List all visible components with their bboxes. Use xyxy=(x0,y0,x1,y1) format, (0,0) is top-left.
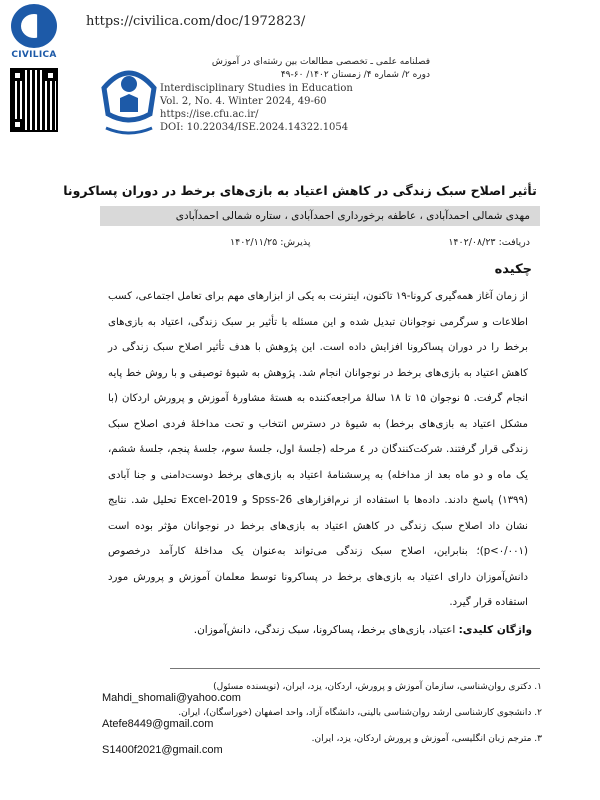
footnote-email[interactable]: Mahdi_shomali@yahoo.com xyxy=(102,692,241,704)
journal-doi[interactable]: DOI: 10.22034/ISE.2024.14322.1054 xyxy=(160,122,349,133)
footnote-1 xyxy=(102,682,542,704)
journal-header xyxy=(160,56,430,134)
keywords-label: واژگان کلیدی: xyxy=(458,624,532,636)
received-date: دریافت: ۱۴۰۲/۰۸/۲۳ xyxy=(448,237,530,248)
article-title: تأثیر اصلاح سبک زندگی در کاهش اعتیاد به بازی‌های برخط در دوران پساکرونا xyxy=(63,183,537,198)
journal-issue-fa: دوره ۲/ شماره ۴/ زمستان ۱۴۰۲/ ۶۰-۴۹ xyxy=(280,70,430,80)
keywords xyxy=(92,624,532,636)
article-authors: مهدی شمالی احمدآبادی ، عاطفه برخورداری احمدآبادی ، ستاره شمالی احمدآبادی xyxy=(100,206,540,226)
footnote-text: ۱. دکتری روان‌شناسی، سازمان آموزش و پرورش، اردکان، یزد، ایران، (نویسنده مسئول) xyxy=(213,682,542,692)
abstract-text: از زمان آغاز همه‌گیری کرونا-۱۹ تاکنون، اینترنت به یکی از ابزارهای مهم برای تعامل اجتماعی، کسب اطلاعات و سرگرمی نوجوانان تبدیل شده و این مسئله با تأثیر بر سبک زندگی، اعتیاد به بازی‌های برخط را در دوران پساکرونا افزایش داده است. این پژوهش با هدف تأثیر اصلاح سبک زندگی در کاهش اعتیاد به بازی‌های برخط در نوجوانان انجام شد. پژوهش به شیوۀ توصیفی و با روش خط پایه انجام گرفت. ۵ نوجوان ۱۵ تا ۱۸ سالۀ مراجعه‌کننده به هستۀ مشاورۀ آموزش و پرورش اردکان (با مشکل اعتیاد به بازی‌های برخط) به شیوۀ در دسترس انتخاب و تحت مداخلۀ فردی اصلاح سبک زندگی قرار گرفتند. شرکت‌کنندگان در ٤ مرحله (جلسۀ اول، جلسۀ سوم، جلسۀ پنجم، جلسۀ ششم، یک ماه و دو ماه بعد از مداخله) به پرسشنامۀ اعتیاد به بازی‌های برخط دوست‌دامنی و جنا آبادی (۱۳۹۹) پاسخ دادند. داده‌ها با استفاده از نرم‌افزارهای Spss-26 و Excel-2019 تحلیل شد. نتایج نشان داد اصلاح سبک زندگی در کاهش اعتیاد به بازی‌های برخط در نوجوانان مؤثر بوده است (p<۰/۰۰۱)؛ بنابراین، اصلاح سبک زندگی می‌تواند به‌عنوان یک مداخلۀ کارآمد درخصوص دانش‌آموزان دارای اعتیاد به بازی‌های برخط در پساکرونا توسط معلمان آموزش و پرورش مورد استفاده قرار گیرد. xyxy=(108,291,529,608)
journal-title-fa: فصلنامه علمی ـ تخصصی مطالعات بین رشته‌ای در آموزش xyxy=(211,57,430,67)
footnote-email[interactable]: Atefe8449@gmail.com xyxy=(102,718,214,730)
article-dates xyxy=(230,237,530,248)
civilica-logo-icon xyxy=(11,4,57,48)
journal-issue-en: Vol. 2, No. 4. Winter 2024, 49-60 xyxy=(160,96,327,107)
footnote-text: ۲. دانشجوی کارشناسی ارشد روان‌شناسی بالینی، دانشگاه آزاد، واحد اصفهان (خوراسگان)، ایران. xyxy=(178,708,542,718)
journal-site-link[interactable]: https://ise.cfu.ac.ir/ xyxy=(160,109,259,120)
footnote-2 xyxy=(102,708,542,730)
abstract-heading: چکیده xyxy=(494,262,532,277)
accepted-date: پذیرش: ۱۴۰۲/۱۱/۲۵ xyxy=(230,237,311,248)
keywords-list: اعتیاد، بازی‌های برخط، پساکرونا، سبک زندگی، دانش‌آموزان. xyxy=(193,624,456,636)
footnote-email[interactable]: S1400f2021@gmail.com xyxy=(102,744,223,756)
qr-code-icon xyxy=(10,68,58,132)
civilica-logo-text: CIVILICA xyxy=(11,50,57,60)
document-url[interactable]: https://civilica.com/doc/1972823/ xyxy=(86,14,306,29)
footnote-3 xyxy=(102,734,542,756)
university-seal-icon xyxy=(100,54,158,138)
journal-title-en: Interdisciplinary Studies in Education xyxy=(160,83,353,94)
footnote-text: ۳. مترجم زبان انگلیسی، آموزش و پرورش اردکان، یزد، ایران. xyxy=(311,734,542,744)
civilica-logo[interactable] xyxy=(6,4,62,60)
footnote-divider xyxy=(170,668,540,669)
